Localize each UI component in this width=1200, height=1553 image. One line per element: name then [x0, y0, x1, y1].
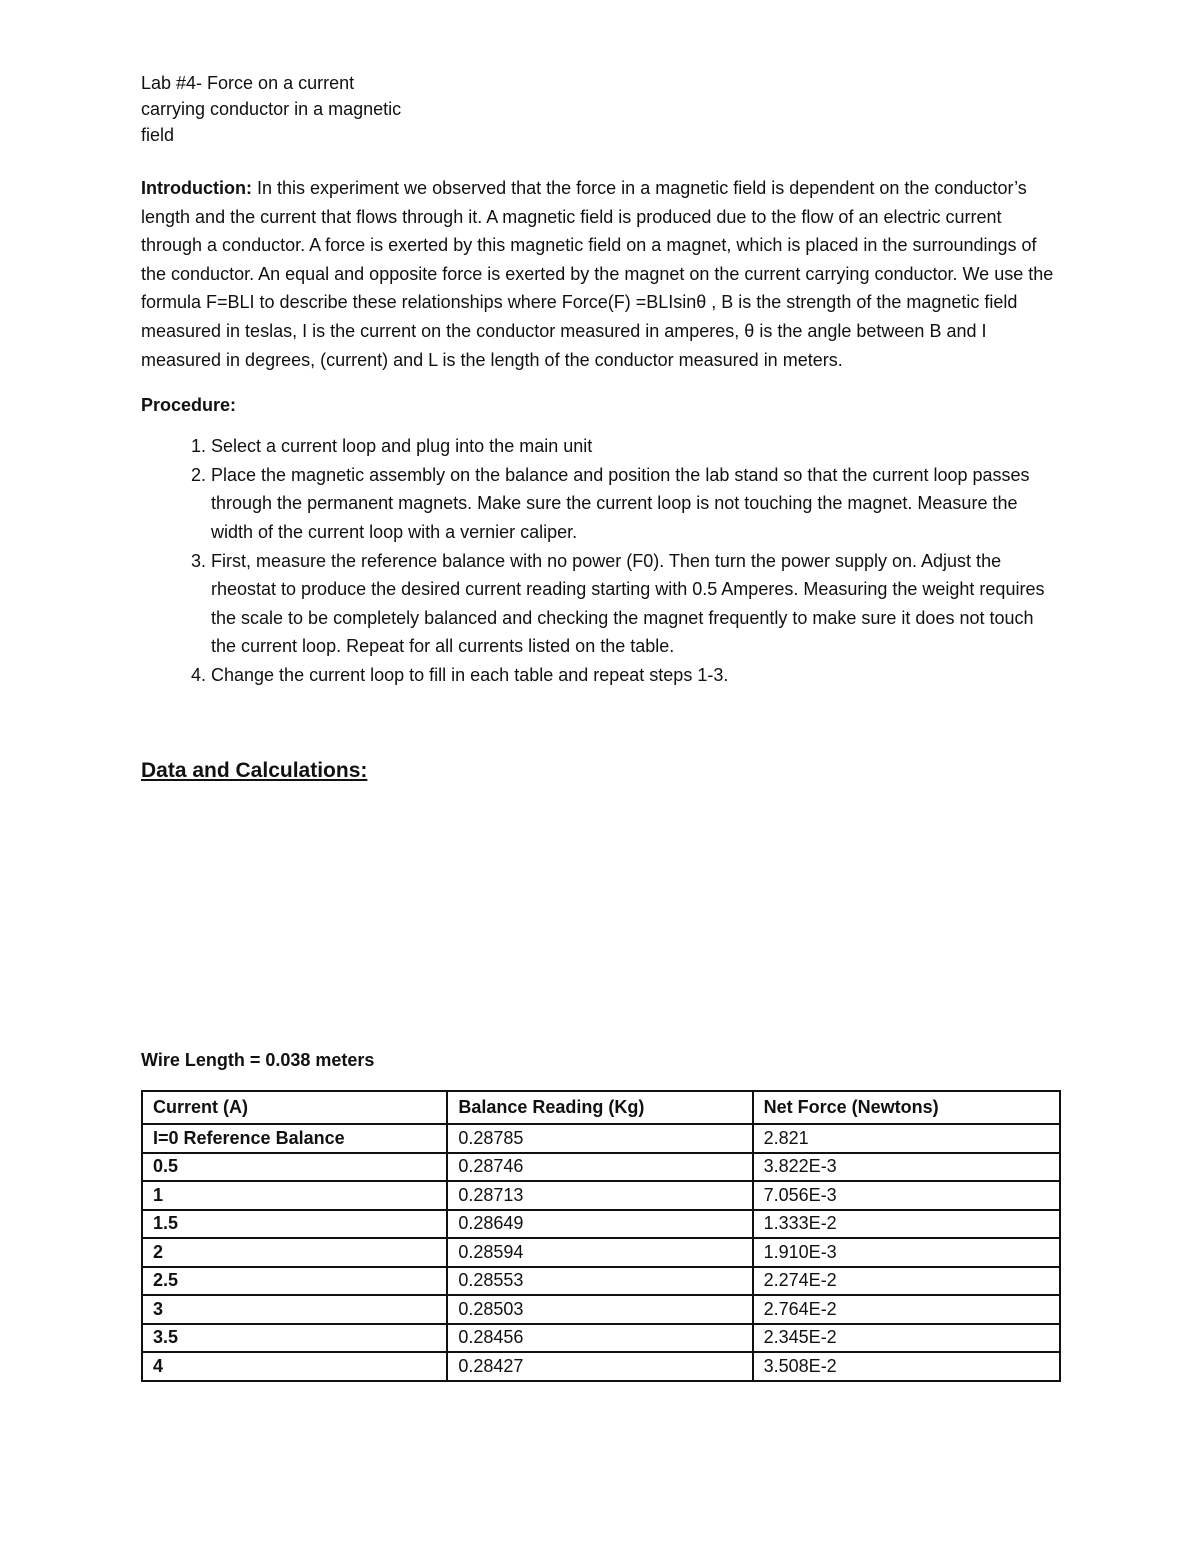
- cell-current: 1: [142, 1181, 447, 1210]
- introduction-paragraph: [141, 174, 1061, 374]
- header-current: Current (A): [142, 1091, 447, 1124]
- cell-force: 2.274E-2: [753, 1267, 1060, 1296]
- cell-balance: 0.28785: [447, 1124, 752, 1153]
- introduction-text: In this experiment we observed that the force in a magnetic field is dependent on the conductor’s length and the current that flows through it. A magnetic field is produced due to the flow of an electric current through a conductor. A force is exerted by this magnetic field on a magnet, which is placed in the surroundings of the conductor. An equal and opposite force is exerted by the magnet on the current carrying conductor. We use the formula F=BLI to describe these relationships where Force(F) =BLIsinθ , B is the strength of the magnetic field measured in teslas, I is the current on the conductor measured in amperes, θ is the angle between B and I measured in degrees, (current) and L is the length of the conductor measured in meters.: [141, 178, 1054, 370]
- cell-balance: 0.28427: [447, 1352, 752, 1381]
- title-line-1: Lab #4- Force on a current: [141, 73, 355, 93]
- table-row: [142, 1210, 1060, 1239]
- cell-current: I=0 Reference Balance: [142, 1124, 447, 1153]
- table-row: [142, 1267, 1060, 1296]
- table-row: [142, 1124, 1060, 1153]
- cell-current: 1.5: [142, 1210, 447, 1239]
- table-header-row: [142, 1091, 1060, 1124]
- cell-force: 2.821: [753, 1124, 1060, 1153]
- table-row: [142, 1153, 1060, 1182]
- procedure-step: 3. First, measure the reference balance with no power (F0). Then turn the power supply on. Adjust the rheostat to produce the desired current reading starting with 0.5 Amperes. Measuring the weight requires the scale to be completely balanced and checking the magnet frequently to make sure it does not touch the current loop. Repeat for all currents listed on the table.: [211, 547, 1061, 661]
- cell-balance: 0.28594: [447, 1238, 752, 1267]
- cell-force: 3.822E-3: [753, 1153, 1060, 1182]
- wire-length-label: Wire Length = 0.038 meters: [141, 1050, 375, 1070]
- cell-current: 3.5: [142, 1324, 447, 1353]
- table-row: [142, 1324, 1060, 1353]
- table-row: [142, 1352, 1060, 1381]
- cell-current: 2: [142, 1238, 447, 1267]
- data-calculations-heading: Data and Calculations:: [141, 758, 368, 782]
- cell-force: 3.508E-2: [753, 1352, 1060, 1381]
- cell-balance: 0.28503: [447, 1295, 752, 1324]
- table-row: [142, 1295, 1060, 1324]
- cell-force: 1.910E-3: [753, 1238, 1060, 1267]
- cell-current: 2.5: [142, 1267, 447, 1296]
- document-page: [141, 70, 1061, 1376]
- cell-current: 4: [142, 1352, 447, 1381]
- cell-balance: 0.28649: [447, 1210, 752, 1239]
- cell-force: 2.764E-2: [753, 1295, 1060, 1324]
- cell-current: 0.5: [142, 1153, 447, 1182]
- procedure-step: 1. Select a current loop and plug into the main unit: [211, 432, 1061, 461]
- introduction-label: Introduction:: [141, 178, 252, 198]
- table-row: [142, 1181, 1060, 1210]
- cell-force: 1.333E-2: [753, 1210, 1060, 1239]
- header-balance-reading: Balance Reading (Kg): [447, 1091, 752, 1124]
- cell-balance: 0.28746: [447, 1153, 752, 1182]
- title-line-2: carrying conductor in a magnetic: [141, 99, 402, 119]
- title-line-3: field: [141, 125, 175, 145]
- cell-current: 3: [142, 1295, 447, 1324]
- procedure-heading: Procedure:: [141, 395, 237, 416]
- cell-force: 2.345E-2: [753, 1324, 1060, 1353]
- cell-balance: 0.28713: [447, 1181, 752, 1210]
- cell-balance: 0.28456: [447, 1324, 752, 1353]
- cell-balance: 0.28553: [447, 1267, 752, 1296]
- procedure-steps: [141, 432, 1061, 689]
- table-row: [142, 1238, 1060, 1267]
- procedure-step: 4. Change the current loop to fill in each table and repeat steps 1-3.: [211, 661, 1061, 690]
- cell-force: 7.056E-3: [753, 1181, 1060, 1210]
- procedure-step: 2. Place the magnetic assembly on the balance and position the lab stand so that the current loop passes through the permanent magnets. Make sure the current loop is not touching the magnet. Measure the width of the current loop with a vernier caliper.: [211, 461, 1061, 547]
- header-net-force: Net Force (Newtons): [753, 1091, 1060, 1124]
- data-table: [141, 1090, 1061, 1382]
